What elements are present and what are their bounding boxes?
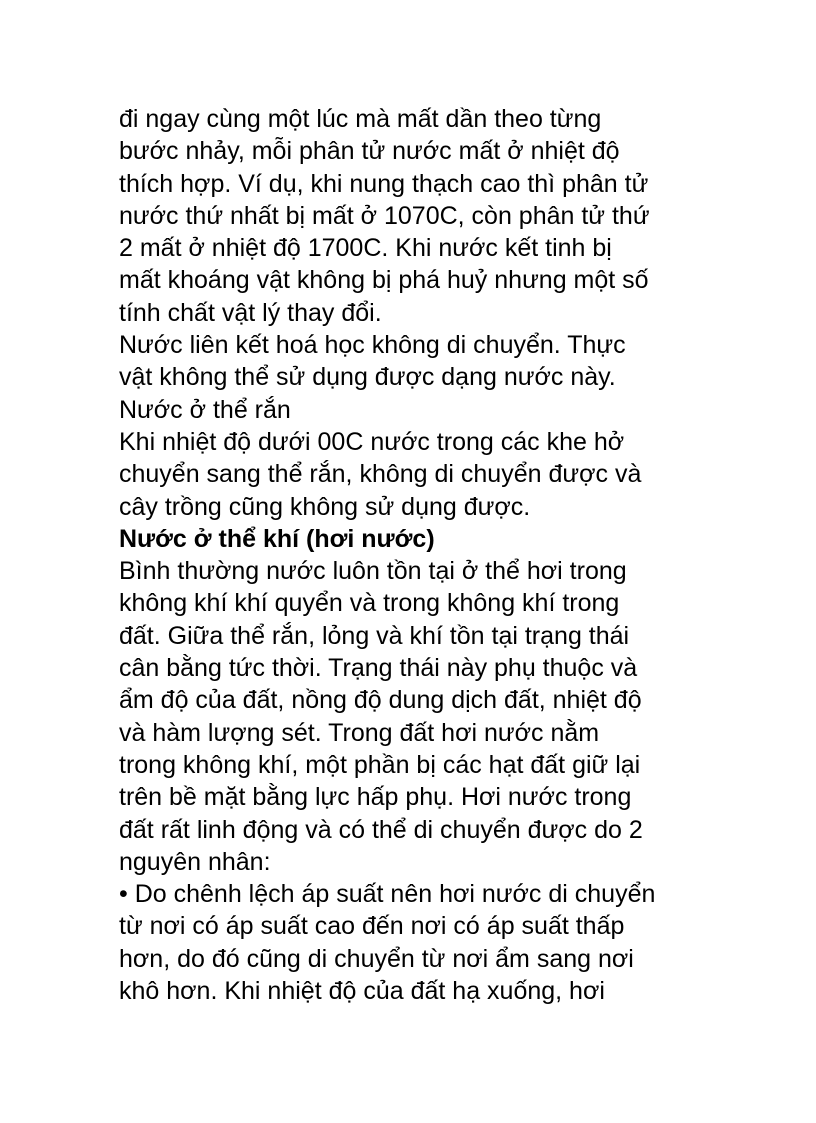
text-line: và hàm lượng sét. Trong đất hơi nước nằm [119,718,600,747]
text-line: mất khoáng vật không bị phá huỷ nhưng một số [119,266,649,295]
text-line: nguyên nhân: [119,847,271,876]
text-line: tính chất vật lý thay đổi. [119,298,382,327]
body-text [119,103,719,1007]
text-line: 2 mất ở nhiệt độ 1700C. Khi nước kết tinh bị [119,234,612,263]
text-line: thích hợp. Ví dụ, khi nung thạch cao thì phân tử [119,169,649,198]
text-line: nước thứ nhất bị mất ở 1070C, còn phân tử thứ [119,201,650,230]
text-line: ẩm độ của đất, nồng độ dung dịch đất, nhiệt độ [119,686,642,715]
text-line: Khi nhiệt độ dưới 00C nước trong các khe hở [119,427,625,456]
text-line: Bình thường nước luôn tồn tại ở thể hơi trong [119,557,627,586]
text-line: không khí khí quyển và trong không khí trong [119,589,620,618]
text-line: khô hơn. Khi nhiệt độ của đất hạ xuống, hơi [119,977,605,1006]
text-line: cân bằng tức thời. Trạng thái này phụ thuộc và [119,654,638,683]
text-line: vật không thể sử dụng được dạng nước này. [119,363,616,392]
section-heading: Nước ở thể khí (hơi nước) [119,524,435,553]
text-line: trên bề mặt bằng lực hấp phụ. Hơi nước trong [119,783,632,812]
text-line: từ nơi có áp suất cao đến nơi có áp suất thấp [119,912,625,941]
text-line: đất rất linh động và có thể di chuyển được do 2 [119,815,643,844]
section-label: Nước ở thể rắn [119,395,291,424]
bullet-line: • Do chênh lệch áp suất nên hơi nước di chuyển [119,880,656,909]
text-line: đất. Giữa thể rắn, lỏng và khí tồn tại trạng thái [119,621,630,650]
text-line: đi ngay cùng một lúc mà mất dần theo từng [119,105,602,133]
text-line: chuyển sang thể rắn, không di chuyển được và [119,460,642,489]
text-line: trong không khí, một phần bị các hạt đất giữ lại [119,750,641,779]
text-line: Nước liên kết hoá học không di chuyển. Thực [119,331,626,360]
text-line: cây trồng cũng không sử dụng được. [119,492,531,521]
text-line: bước nhảy, mỗi phân tử nước mất ở nhiệt độ [119,137,620,166]
text-line: hơn, do đó cũng di chuyển từ nơi ẩm sang nơi [119,944,634,973]
